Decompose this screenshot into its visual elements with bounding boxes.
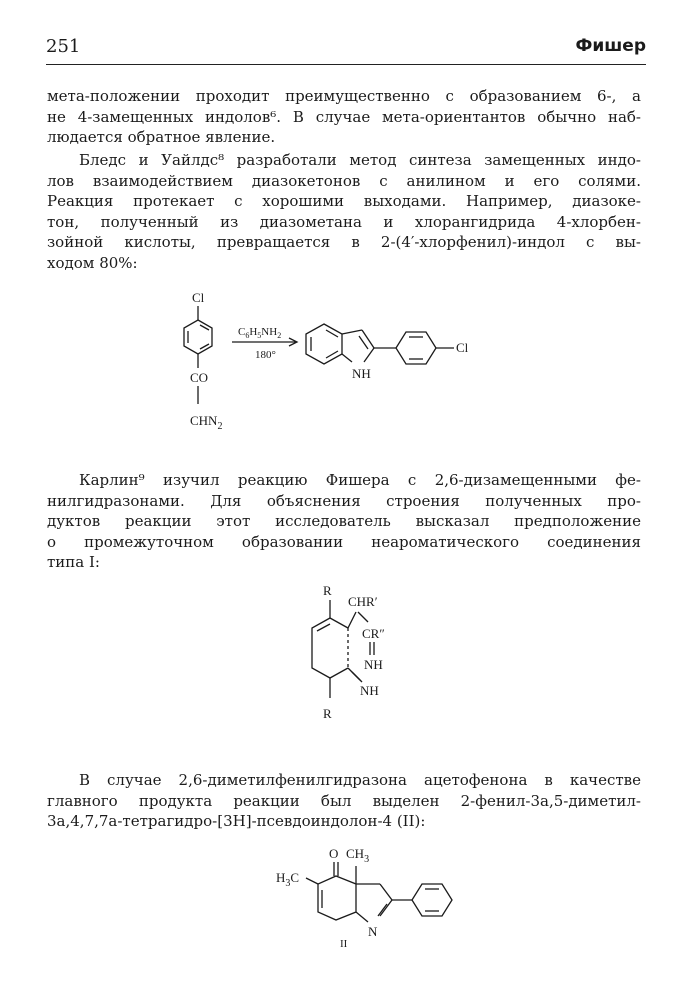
text-line: зойной кислоты, превращается в 2-(4′-хлорфенил)-индол с вы- [47, 233, 641, 251]
text-line: Реакция протекает с хорошими выходами. Например, диазоке- [47, 192, 641, 210]
inner-bond [326, 330, 338, 337]
pyrrole-double-bond [359, 336, 368, 349]
chr-prime-label: CHR′ [348, 594, 378, 609]
structure-II [276, 846, 452, 950]
angular-methyl-label: $CH_3$ [346, 846, 370, 865]
bottom-r-label: R [323, 706, 332, 721]
text-line: не 4-замещенных индолов⁶. В случае мета-ориентантов обычно наб- [47, 107, 641, 126]
header-rule [46, 64, 646, 65]
phenyl-ring [412, 884, 452, 916]
arrow-head [289, 338, 297, 346]
imine-bond [348, 668, 360, 680]
imine-nh-label: NH [364, 657, 383, 672]
methyl-left-label: $H_3C$ [276, 870, 300, 889]
running-title: Фишер [575, 36, 646, 56]
product-structure [306, 324, 469, 381]
text-line: мета-положении проходит преимущественно с образованием 6-, а [47, 87, 641, 105]
text-line: нилгидразонами. Для объяснения строения полученных про- [47, 491, 641, 510]
text-line: ходом 80%: [47, 253, 138, 272]
text-line: Бледс и Уайлдс⁸ разработали метод синтеза замещенных индо- [79, 151, 641, 169]
text-line: 3а,4,7,7а-тетрагидро-[3Н]-псевдоиндолон-4 (II): [47, 812, 426, 830]
pyrrole-bond [342, 354, 352, 362]
carbonyl-o-label: O [329, 846, 339, 861]
reaction-arrow-group [232, 326, 297, 361]
diazo-label: $CHN_2$ [190, 413, 223, 432]
text-line: о промежуточном образовании неароматического соединения [47, 532, 641, 551]
five-ring-bond [356, 912, 368, 922]
inner-bond [200, 344, 209, 349]
cyclohexenone-ring [318, 876, 356, 920]
ring-bond [330, 668, 348, 678]
paragraph-4 [47, 770, 641, 832]
inner-double [317, 624, 330, 631]
methyl-bond [306, 878, 318, 884]
text-line: главного продукта реакции был выделен 2-фенил-3а,5-диметил- [47, 791, 641, 810]
text-line: тон, полученный из диазометана и хлорангидрида 4-хлорбен- [47, 212, 641, 231]
ring-bond [330, 618, 348, 628]
ring-left [312, 618, 330, 678]
reactant-cl-label: Cl [192, 290, 205, 305]
ring-nh-label: NH [360, 683, 379, 698]
indole-nh-label: NH [352, 366, 371, 381]
paragraph-3 [47, 470, 641, 573]
text-line: типа I: [47, 553, 100, 571]
benzene-ring [184, 320, 212, 354]
imine-bond-2 [352, 672, 362, 682]
paragraph-2 [47, 150, 641, 273]
page-number: 251 [46, 36, 81, 57]
page-header [46, 36, 646, 66]
text-line: людается обратное явление. [47, 128, 276, 146]
reagent-label: $C_6H_5NH_2$ [238, 326, 282, 340]
inner-bond [326, 351, 338, 358]
carbonyl-label: CO [190, 370, 209, 385]
paragraph-1 [47, 86, 641, 148]
pyrrole-bond [362, 330, 374, 348]
pyrrole-bond [364, 348, 374, 362]
structure-I [312, 583, 385, 721]
product-cl-label: Cl [456, 340, 469, 355]
text-line: Карлин⁹ изучил реакцию Фишера с 2,6-дизамещенными фе- [79, 471, 641, 489]
five-ring-bond [380, 884, 392, 900]
chain-bond [348, 612, 356, 628]
top-r-label: R [323, 583, 332, 598]
inner-bond [200, 325, 209, 330]
temperature-label: 180° [255, 349, 276, 361]
chlorophenyl-ring [396, 332, 436, 364]
pyrrole-bond [342, 330, 362, 334]
chain-bond [358, 612, 368, 622]
five-ring-cn [380, 900, 392, 916]
reactant-structure [184, 290, 222, 432]
text-line: дуктов реакции этот исследователь высказал предположение [47, 512, 641, 530]
cr-double-prime-label: CR″ [362, 626, 385, 641]
five-ring-cn-double [378, 904, 387, 916]
text-line: лов взаимодействием диазокетонов с анилином и его солями. [47, 171, 641, 190]
text-line: В случае 2,6-диметилфенилгидразона ацетофенона в качестве [79, 771, 641, 789]
compound-label-II: II [340, 938, 348, 950]
indole-benzene-ring [306, 324, 342, 364]
ring-n-label: N [368, 924, 378, 939]
